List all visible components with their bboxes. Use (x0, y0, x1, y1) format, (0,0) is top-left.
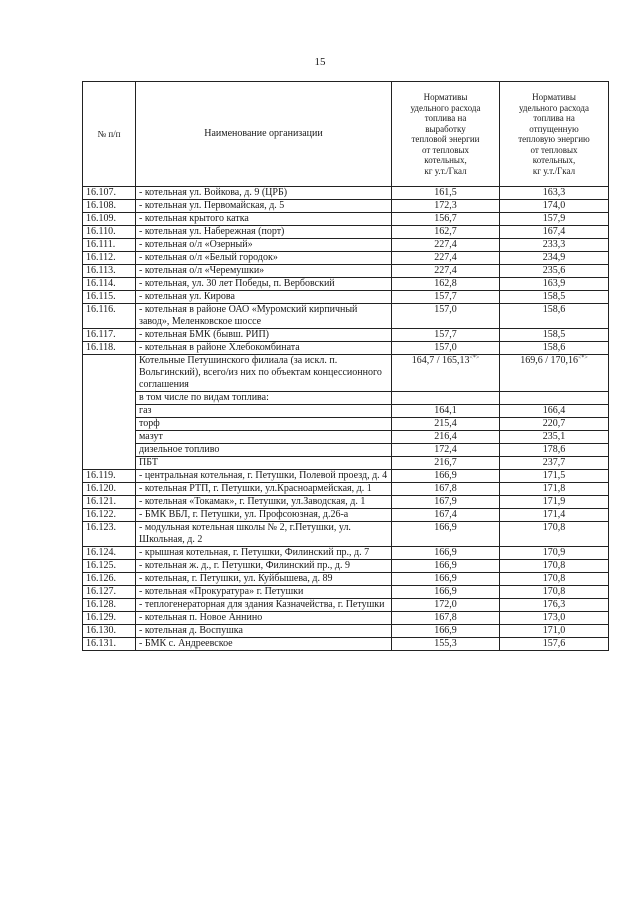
organization-name: - котельная «Токамак», г. Петушки, ул.Заводская, д. 1 (136, 496, 392, 509)
table-row (83, 573, 609, 586)
fuel-name: мазут (136, 431, 392, 444)
group-value: 164,7 / 165,13 (411, 355, 470, 366)
norm-supplied-value: 170,8 (500, 573, 609, 586)
norm-generation-value: 215,4 (392, 418, 500, 431)
norm-supplied-value: 178,6 (500, 444, 609, 457)
norm-supplied-value: 158,6 (500, 304, 609, 329)
group-subhead-row (83, 392, 609, 405)
table-header-row (83, 82, 609, 187)
organization-name: - крышная котельная, г. Петушки, Филинский пр., д. 7 (136, 547, 392, 560)
norm-generation-value: 157,7 (392, 329, 500, 342)
table-row (83, 226, 609, 239)
organization-name: - котельная ул. Войкова, д. 9 (ЦРБ) (136, 187, 392, 200)
row-number: 16.109. (83, 213, 136, 226)
norm-generation-value: 157,0 (392, 304, 500, 329)
table-row (83, 304, 609, 329)
organization-name: - котельная п. Новое Аннино (136, 612, 392, 625)
norm-supplied-value: 173,0 (500, 612, 609, 625)
norm-generation-value: 157,7 (392, 291, 500, 304)
norm-generation-value: 167,8 (392, 483, 500, 496)
organization-name: - котельная в районе ОАО «Муромский кирпичный завод», Меленковское шоссе (136, 304, 392, 329)
norm-generation-value: 161,5 (392, 187, 500, 200)
fuel-row (83, 405, 609, 418)
table-row (83, 522, 609, 547)
row-number: 16.127. (83, 586, 136, 599)
norm-supplied-value: 170,9 (500, 547, 609, 560)
norm-supplied-value: 170,8 (500, 560, 609, 573)
norm-supplied-value: 171,8 (500, 483, 609, 496)
norm-generation-value: 167,9 (392, 496, 500, 509)
table-row (83, 342, 609, 355)
organization-name: - центральная котельная, г. Петушки, Полевой проезд, д. 4 (136, 470, 392, 483)
norm-generation-value: 172,0 (392, 599, 500, 612)
row-number: 16.108. (83, 200, 136, 213)
norm-generation-value: 172,3 (392, 200, 500, 213)
norm-supplied-value: 166,4 (500, 405, 609, 418)
table-row (83, 547, 609, 560)
row-number: 16.111. (83, 239, 136, 252)
group-norm-generation (392, 355, 500, 392)
organization-name: - котельная, ул. 30 лет Победы, п. Вербовский (136, 278, 392, 291)
row-number: 16.125. (83, 560, 136, 573)
table-row (83, 291, 609, 304)
norm-supplied-value: 237,7 (500, 457, 609, 470)
organization-name: - теплогенераторная для здания Казначейства, г. Петушки (136, 599, 392, 612)
norm-generation-value: 155,3 (392, 638, 500, 651)
norm-supplied-value: 174,0 (500, 200, 609, 213)
norm-supplied-value: 171,4 (500, 509, 609, 522)
row-number: 16.130. (83, 625, 136, 638)
header-line: Нормативы (532, 92, 576, 102)
fuel-subhead: в том числе по видам топлива: (136, 392, 392, 405)
table-row (83, 213, 609, 226)
norm-generation-value: 166,9 (392, 547, 500, 560)
table-row (83, 509, 609, 522)
header-line: котельных, (532, 155, 576, 165)
table-row (83, 200, 609, 213)
table-row (83, 239, 609, 252)
organization-name: - котельная ж. д., г. Петушки, Филинский пр., д. 9 (136, 560, 392, 573)
row-number: 16.118. (83, 342, 136, 355)
norm-supplied-value: 233,3 (500, 239, 609, 252)
norm-generation-value: 157,0 (392, 342, 500, 355)
header-num: № п/п (83, 82, 136, 187)
header-line: котельных, (424, 155, 467, 165)
fuel-name: торф (136, 418, 392, 431)
norm-generation-value: 162,8 (392, 278, 500, 291)
norm-generation-value: 162,7 (392, 226, 500, 239)
page-number: 15 (314, 56, 326, 68)
row-number: 16.120. (83, 483, 136, 496)
norm-generation-value: 166,9 (392, 470, 500, 483)
table-row (83, 470, 609, 483)
row-number: 16.123. (83, 522, 136, 547)
row-number: 16.129. (83, 612, 136, 625)
organization-name: - котельная БМК (бывш. РИП) (136, 329, 392, 342)
row-number: 16.121. (83, 496, 136, 509)
organization-name: - котельная ул. Кирова (136, 291, 392, 304)
norm-supplied-value: 171,5 (500, 470, 609, 483)
norm-supplied-value: 220,7 (500, 418, 609, 431)
norm-generation-value: 227,4 (392, 252, 500, 265)
empty-cell (500, 392, 609, 405)
row-number: 16.115. (83, 291, 136, 304)
row-number: 16.110. (83, 226, 136, 239)
organization-name: - котельная, г. Петушки, ул. Куйбышева, д. 89 (136, 573, 392, 586)
row-number: 16.113. (83, 265, 136, 278)
organization-name: - котельная о/л «Белый городок» (136, 252, 392, 265)
row-number: 16.128. (83, 599, 136, 612)
organization-name: - котельная «Прокуратура» г. Петушки (136, 586, 392, 599)
group-name: Котельные Петушинского филиала (за искл. п. Вольгинский), всего/из них по объектам концессионного соглашения (136, 355, 392, 392)
table-row (83, 187, 609, 200)
header-line: удельного расхода (410, 102, 481, 113)
norm-generation-value: 172,4 (392, 444, 500, 457)
norm-supplied-value: 163,3 (500, 187, 609, 200)
norm-supplied-value: 158,5 (500, 329, 609, 342)
row-number: 16.116. (83, 304, 136, 329)
header-line: от тепловых (421, 144, 470, 155)
norm-supplied-value: 171,0 (500, 625, 609, 638)
group-row (83, 355, 609, 392)
table-row (83, 586, 609, 599)
norm-generation-value: 166,9 (392, 560, 500, 573)
header-line: топлива на (533, 113, 575, 123)
organization-name: - БМК с. Андреевское (136, 638, 392, 651)
table-row (83, 638, 609, 651)
header-line: тепловой энергии (411, 134, 480, 144)
norm-supplied-value: 157,6 (500, 638, 609, 651)
header-line: отпущенную (529, 123, 579, 134)
norm-generation-value: 166,9 (392, 586, 500, 599)
fuel-name: ПБТ (136, 457, 392, 470)
norm-generation-value: 167,8 (392, 612, 500, 625)
header-line: кг у.т./Гкал (424, 165, 467, 176)
norm-generation-value: 166,9 (392, 573, 500, 586)
header-line: удельного расхода (519, 102, 589, 113)
norm-generation-value: 156,7 (392, 213, 500, 226)
fuel-name: дизельное топливо (136, 444, 392, 457)
row-number: 16.122. (83, 509, 136, 522)
table-row (83, 560, 609, 573)
organization-name: - БМК ВБЛ, г. Петушки, ул. Профсоюзная, д.26-а (136, 509, 392, 522)
norm-generation-value: 164,1 (392, 405, 500, 418)
row-number: 16.126. (83, 573, 136, 586)
empty-cell (392, 392, 500, 405)
organization-name: - котельная ул. Набережная (порт) (136, 226, 392, 239)
organization-name: - котельная о/л «Черемушки» (136, 265, 392, 278)
row-number: 16.112. (83, 252, 136, 265)
group-value: 169,6 / 170,16 (520, 355, 578, 366)
header-line: выработку (425, 123, 466, 134)
organization-name: - котельная о/л «Озерный» (136, 239, 392, 252)
organization-name: - котельная в районе Хлебокомбината (136, 342, 392, 355)
fuel-row (83, 457, 609, 470)
row-number: 16.119. (83, 470, 136, 483)
row-number: 16.114. (83, 278, 136, 291)
table-row (83, 496, 609, 509)
header-line: Нормативы (423, 92, 468, 102)
norm-supplied-value: 163,9 (500, 278, 609, 291)
norm-generation-value: 167,4 (392, 509, 500, 522)
norm-supplied-value: 176,3 (500, 599, 609, 612)
header-line: топлива на (424, 113, 467, 123)
header-line: от тепловых (530, 144, 578, 155)
norm-generation-value: 166,9 (392, 625, 500, 638)
table-row (83, 252, 609, 265)
group-number-cell (83, 355, 136, 470)
footnote-mark: <*> (578, 355, 588, 361)
header-norm-generation (392, 82, 500, 187)
norm-supplied-value: 235,1 (500, 431, 609, 444)
norm-supplied-value: 235,6 (500, 265, 609, 278)
norm-supplied-value: 157,9 (500, 213, 609, 226)
norms-table (82, 81, 609, 651)
row-number: 16.117. (83, 329, 136, 342)
header-norm-supplied (500, 82, 609, 187)
norm-supplied-value: 158,6 (500, 342, 609, 355)
norm-generation-value: 227,4 (392, 265, 500, 278)
organization-name: - модульная котельная школы № 2, г.Петушки, ул. Школьная, д. 2 (136, 522, 392, 547)
norm-supplied-value: 170,8 (500, 586, 609, 599)
header-line: тепловую энергию (518, 134, 590, 144)
organization-name: - котельная ул. Первомайская, д. 5 (136, 200, 392, 213)
norm-supplied-value: 170,8 (500, 522, 609, 547)
table-row (83, 483, 609, 496)
organization-name: - котельная РТП, г. Петушки, ул.Красноармейская, д. 1 (136, 483, 392, 496)
organization-name: - котельная д. Воспушка (136, 625, 392, 638)
norm-supplied-value: 167,4 (500, 226, 609, 239)
row-number: 16.107. (83, 187, 136, 200)
table-row (83, 278, 609, 291)
table-row (83, 265, 609, 278)
norm-supplied-value: 171,9 (500, 496, 609, 509)
header-line: кг у.т./Гкал (532, 165, 576, 176)
row-number: 16.124. (83, 547, 136, 560)
footnote-mark: <*> (469, 355, 480, 361)
norm-generation-value: 216,4 (392, 431, 500, 444)
header-organization-name: Наименование организации (136, 82, 392, 187)
organization-name: - котельная крытого катка (136, 213, 392, 226)
group-norm-supplied (500, 355, 609, 392)
table-row (83, 329, 609, 342)
table-row (83, 612, 609, 625)
fuel-row (83, 418, 609, 431)
table-row (83, 625, 609, 638)
table-row (83, 599, 609, 612)
fuel-row (83, 444, 609, 457)
fuel-name: газ (136, 405, 392, 418)
norm-generation-value: 166,9 (392, 522, 500, 547)
fuel-row (83, 431, 609, 444)
norm-generation-value: 216,7 (392, 457, 500, 470)
norm-supplied-value: 158,5 (500, 291, 609, 304)
norm-generation-value: 227,4 (392, 239, 500, 252)
norm-supplied-value: 234,9 (500, 252, 609, 265)
row-number: 16.131. (83, 638, 136, 651)
